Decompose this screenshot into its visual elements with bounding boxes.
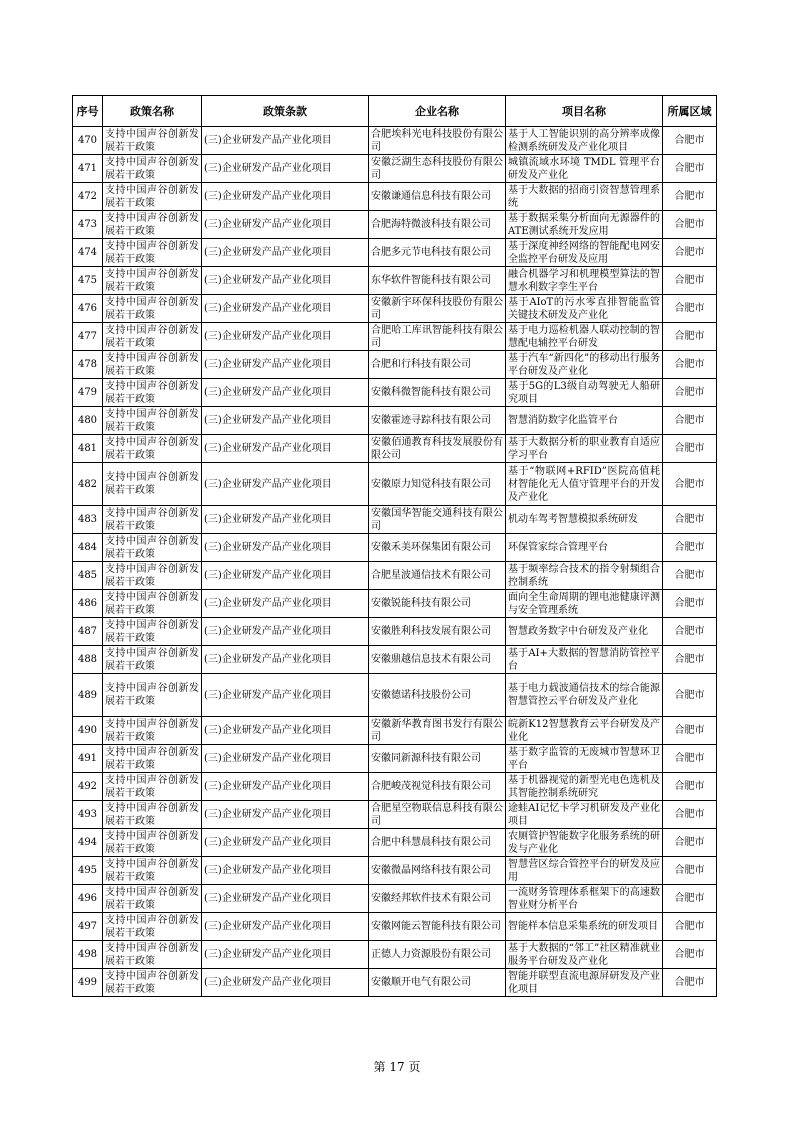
project-name-cell: 基于“物联网+RFID”医院高值耗材智能化无人值守管理平台的开发及产业化 [506, 463, 663, 506]
policy-name-cell: 支持中国声谷创新发展若干政策 [103, 885, 202, 913]
company-name-cell: 合肥海特微波科技有限公司 [369, 211, 506, 239]
region-cell: 合肥市 [663, 183, 717, 211]
policy-clause-cell: (三)企业研发产品产业化项目 [202, 435, 369, 463]
policy-clause-cell: (三)企业研发产品产业化项目 [202, 674, 369, 717]
table-row [73, 351, 717, 379]
policy-name-cell: 支持中国声谷创新发展若干政策 [103, 435, 202, 463]
company-name-cell: 安徽鼎越信息技术有限公司 [369, 646, 506, 674]
region-cell: 合肥市 [663, 127, 717, 155]
row-number-cell: 494 [73, 829, 103, 857]
row-number-cell: 473 [73, 211, 103, 239]
table-row [73, 295, 717, 323]
company-name-cell: 安徽谦通信息科技有限公司 [369, 183, 506, 211]
policy-name-cell: 支持中国声谷创新发展若干政策 [103, 379, 202, 407]
policy-clause-cell: (三)企业研发产品产业化项目 [202, 885, 369, 913]
row-number-cell: 487 [73, 618, 103, 646]
project-name-cell: 环保管家综合管理平台 [506, 534, 663, 562]
region-cell: 合肥市 [663, 506, 717, 534]
policy-clause-cell: (三)企业研发产品产业化项目 [202, 351, 369, 379]
company-name-cell: 安徽同新源科技有限公司 [369, 745, 506, 773]
project-name-cell: 基于数字监管的无废城市智慧环卫平台 [506, 745, 663, 773]
row-number-cell: 499 [73, 969, 103, 997]
region-cell: 合肥市 [663, 379, 717, 407]
policy-clause-cell: (三)企业研发产品产业化项目 [202, 127, 369, 155]
policy-clause-cell: (三)企业研发产品产业化项目 [202, 155, 369, 183]
project-name-cell: 智能样本信息采集系统的研发项目 [506, 913, 663, 941]
policy-name-cell: 支持中国声谷创新发展若干政策 [103, 618, 202, 646]
policy-name-cell: 支持中国声谷创新发展若干政策 [103, 969, 202, 997]
policy-clause-cell: (三)企业研发产品产业化项目 [202, 379, 369, 407]
table-row [73, 646, 717, 674]
company-name-cell: 合肥多元节电科技有限公司 [369, 239, 506, 267]
policy-name-cell: 支持中国声谷创新发展若干政策 [103, 674, 202, 717]
policy-clause-cell: (三)企业研发产品产业化项目 [202, 590, 369, 618]
policy-name-cell: 支持中国声谷创新发展若干政策 [103, 913, 202, 941]
project-name-cell: 基于汽车“新四化”的移动出行服务平台研发及产业化 [506, 351, 663, 379]
policy-name-cell: 支持中国声谷创新发展若干政策 [103, 127, 202, 155]
region-cell: 合肥市 [663, 239, 717, 267]
project-name-cell: 基于人工智能识别的高分辨率成像检测系统研发及产业化项目 [506, 127, 663, 155]
table-row [73, 969, 717, 997]
policy-clause-cell: (三)企业研发产品产业化项目 [202, 745, 369, 773]
company-name-cell: 安徽胜利科技发展有限公司 [369, 618, 506, 646]
region-cell: 合肥市 [663, 590, 717, 618]
region-cell: 合肥市 [663, 155, 717, 183]
region-cell: 合肥市 [663, 435, 717, 463]
policy-name-cell: 支持中国声谷创新发展若干政策 [103, 717, 202, 745]
company-name-cell: 安徽新华教育图书发行有限公司 [369, 717, 506, 745]
header-no: 序号 [73, 96, 103, 127]
company-name-cell: 合肥哈工库讯智能科技有限公司 [369, 323, 506, 351]
table-row [73, 534, 717, 562]
region-cell: 合肥市 [663, 562, 717, 590]
policy-clause-cell: (三)企业研发产品产业化项目 [202, 913, 369, 941]
project-name-cell: 基于大数据的“邻工”社区精准就业服务平台研发及产业化 [506, 941, 663, 969]
row-number-cell: 476 [73, 295, 103, 323]
table-row [73, 463, 717, 506]
policy-name-cell: 支持中国声谷创新发展若干政策 [103, 323, 202, 351]
policy-clause-cell: (三)企业研发产品产业化项目 [202, 941, 369, 969]
company-name-cell: 安徽泛湖生态科技股份有限公司 [369, 155, 506, 183]
region-cell: 合肥市 [663, 267, 717, 295]
table-row [73, 239, 717, 267]
project-name-cell: 基于电力载波通信技术的综合能源智慧管控云平台研发及产业化 [506, 674, 663, 717]
row-number-cell: 489 [73, 674, 103, 717]
region-cell: 合肥市 [663, 829, 717, 857]
row-number-cell: 477 [73, 323, 103, 351]
policy-clause-cell: (三)企业研发产品产业化项目 [202, 534, 369, 562]
row-number-cell: 480 [73, 407, 103, 435]
region-cell: 合肥市 [663, 618, 717, 646]
project-name-cell: 智慧消防数字化监管平台 [506, 407, 663, 435]
policy-name-cell: 支持中国声谷创新发展若干政策 [103, 562, 202, 590]
table-row [73, 407, 717, 435]
table-row [73, 211, 717, 239]
company-name-cell: 安徽霍迹寻踪科技有限公司 [369, 407, 506, 435]
company-name-cell: 安徽原力知觉科技有限公司 [369, 463, 506, 506]
policy-name-cell: 支持中国声谷创新发展若干政策 [103, 155, 202, 183]
company-name-cell: 安徽佰通教育科技发展股份有限公司 [369, 435, 506, 463]
row-number-cell: 491 [73, 745, 103, 773]
table-row [73, 506, 717, 534]
row-number-cell: 490 [73, 717, 103, 745]
row-number-cell: 474 [73, 239, 103, 267]
policy-name-cell: 支持中国声谷创新发展若干政策 [103, 351, 202, 379]
row-number-cell: 479 [73, 379, 103, 407]
policy-clause-cell: (三)企业研发产品产业化项目 [202, 183, 369, 211]
row-number-cell: 498 [73, 941, 103, 969]
header-project: 项目名称 [506, 96, 663, 127]
policy-clause-cell: (三)企业研发产品产业化项目 [202, 211, 369, 239]
policy-name-cell: 支持中国声谷创新发展若干政策 [103, 646, 202, 674]
policy-name-cell: 支持中国声谷创新发展若干政策 [103, 211, 202, 239]
row-number-cell: 495 [73, 857, 103, 885]
company-name-cell: 安徽科微智能科技有限公司 [369, 379, 506, 407]
table-row [73, 773, 717, 801]
project-name-cell: 基于AI+大数据的智慧消防管控平台 [506, 646, 663, 674]
region-cell: 合肥市 [663, 463, 717, 506]
company-name-cell: 安徽网能云智能科技有限公司 [369, 913, 506, 941]
row-number-cell: 470 [73, 127, 103, 155]
policy-name-cell: 支持中国声谷创新发展若干政策 [103, 506, 202, 534]
policy-clause-cell: (三)企业研发产品产业化项目 [202, 829, 369, 857]
policy-name-cell: 支持中国声谷创新发展若干政策 [103, 745, 202, 773]
policy-clause-cell: (三)企业研发产品产业化项目 [202, 717, 369, 745]
region-cell: 合肥市 [663, 646, 717, 674]
row-number-cell: 497 [73, 913, 103, 941]
policy-name-cell: 支持中国声谷创新发展若干政策 [103, 941, 202, 969]
policy-clause-cell: (三)企业研发产品产业化项目 [202, 239, 369, 267]
region-cell: 合肥市 [663, 211, 717, 239]
row-number-cell: 485 [73, 562, 103, 590]
company-name-cell: 正德人力资源股份有限公司 [369, 941, 506, 969]
policy-clause-cell: (三)企业研发产品产业化项目 [202, 506, 369, 534]
region-cell: 合肥市 [663, 773, 717, 801]
policy-name-cell: 支持中国声谷创新发展若干政策 [103, 829, 202, 857]
company-name-cell: 东华软件智能科技有限公司 [369, 267, 506, 295]
table-row [73, 674, 717, 717]
region-cell: 合肥市 [663, 351, 717, 379]
policy-clause-cell: (三)企业研发产品产业化项目 [202, 801, 369, 829]
project-name-cell: 基于AIoT的污水零直排智能监管关键技术研发及产业化 [506, 295, 663, 323]
project-name-cell: 融合机器学习和机理模型算法的智慧水利数字孪生平台 [506, 267, 663, 295]
policy-clause-cell: (三)企业研发产品产业化项目 [202, 295, 369, 323]
policy-table [72, 95, 717, 997]
company-name-cell: 合肥峻茂视觉科技有限公司 [369, 773, 506, 801]
project-name-cell: 机动车驾考智慧模拟系统研发 [506, 506, 663, 534]
company-name-cell: 合肥星空物联信息科技有限公司 [369, 801, 506, 829]
table-row [73, 562, 717, 590]
company-name-cell: 安徽禾美环保集团有限公司 [369, 534, 506, 562]
policy-name-cell: 支持中国声谷创新发展若干政策 [103, 295, 202, 323]
company-name-cell: 合肥和行科技有限公司 [369, 351, 506, 379]
policy-name-cell: 支持中国声谷创新发展若干政策 [103, 463, 202, 506]
company-name-cell: 安徽锐能科技有限公司 [369, 590, 506, 618]
policy-name-cell: 支持中国声谷创新发展若干政策 [103, 773, 202, 801]
row-number-cell: 478 [73, 351, 103, 379]
header-policy: 政策名称 [103, 96, 202, 127]
policy-clause-cell: (三)企业研发产品产业化项目 [202, 562, 369, 590]
region-cell: 合肥市 [663, 323, 717, 351]
policy-name-cell: 支持中国声谷创新发展若干政策 [103, 857, 202, 885]
project-name-cell: 基于大数据分析的职业教育自适应学习平台 [506, 435, 663, 463]
row-number-cell: 472 [73, 183, 103, 211]
row-number-cell: 492 [73, 773, 103, 801]
project-name-cell: 基于深度神经网络的智能配电网安全监控平台研发及应用 [506, 239, 663, 267]
row-number-cell: 496 [73, 885, 103, 913]
table-row [73, 127, 717, 155]
region-cell: 合肥市 [663, 295, 717, 323]
company-name-cell: 安徽微晶网络科技有限公司 [369, 857, 506, 885]
table-row [73, 717, 717, 745]
row-number-cell: 484 [73, 534, 103, 562]
project-name-cell: 基于频率综合技术的指令射频组合控制系统 [506, 562, 663, 590]
table-header-row [73, 96, 717, 127]
project-name-cell: 基于5G的L3级自动驾驶无人船研究项目 [506, 379, 663, 407]
region-cell: 合肥市 [663, 885, 717, 913]
company-name-cell: 安徽德诺科技股份公司 [369, 674, 506, 717]
table-row [73, 267, 717, 295]
policy-name-cell: 支持中国声谷创新发展若干政策 [103, 407, 202, 435]
policy-clause-cell: (三)企业研发产品产业化项目 [202, 773, 369, 801]
company-name-cell: 安徽国华智能交通科技有限公司 [369, 506, 506, 534]
project-name-cell: 城镇流域水环境 TMDL 管理平台研发及产业化 [506, 155, 663, 183]
company-name-cell: 合肥中科慧晨科技有限公司 [369, 829, 506, 857]
region-cell: 合肥市 [663, 745, 717, 773]
project-name-cell: 智慧政务数字中台研发及产业化 [506, 618, 663, 646]
table-row [73, 745, 717, 773]
table-row [73, 590, 717, 618]
policy-name-cell: 支持中国声谷创新发展若干政策 [103, 801, 202, 829]
region-cell: 合肥市 [663, 534, 717, 562]
company-name-cell: 合肥埃科光电科技股份有限公司 [369, 127, 506, 155]
header-region: 所属区域 [663, 96, 717, 127]
company-name-cell: 安徽顺开电气有限公司 [369, 969, 506, 997]
policy-name-cell: 支持中国声谷创新发展若干政策 [103, 239, 202, 267]
policy-clause-cell: (三)企业研发产品产业化项目 [202, 969, 369, 997]
policy-clause-cell: (三)企业研发产品产业化项目 [202, 618, 369, 646]
row-number-cell: 471 [73, 155, 103, 183]
company-name-cell: 合肥星波通信技术有限公司 [369, 562, 506, 590]
project-name-cell: 面向全生命周期的锂电池健康评测与安全管理系统 [506, 590, 663, 618]
region-cell: 合肥市 [663, 969, 717, 997]
region-cell: 合肥市 [663, 717, 717, 745]
header-company: 企业名称 [369, 96, 506, 127]
policy-clause-cell: (三)企业研发产品产业化项目 [202, 407, 369, 435]
table-row [73, 857, 717, 885]
company-name-cell: 安徽经邦软件技术有限公司 [369, 885, 506, 913]
project-name-cell: 一流财务管理体系框架下的高速数智业财分析平台 [506, 885, 663, 913]
policy-clause-cell: (三)企业研发产品产业化项目 [202, 857, 369, 885]
table-row [73, 801, 717, 829]
policy-name-cell: 支持中国声谷创新发展若干政策 [103, 267, 202, 295]
row-number-cell: 493 [73, 801, 103, 829]
row-number-cell: 483 [73, 506, 103, 534]
row-number-cell: 481 [73, 435, 103, 463]
row-number-cell: 475 [73, 267, 103, 295]
project-name-cell: 基于数据采集分析面向无源器件的ATE测试系统开发应用 [506, 211, 663, 239]
region-cell: 合肥市 [663, 407, 717, 435]
project-name-cell: 基于机器视觉的新型光电色选机及其智能控制系统研究 [506, 773, 663, 801]
row-number-cell: 488 [73, 646, 103, 674]
region-cell: 合肥市 [663, 941, 717, 969]
table-row [73, 829, 717, 857]
company-name-cell: 安徽新宇环保科技股份有限公司 [369, 295, 506, 323]
row-number-cell: 482 [73, 463, 103, 506]
row-number-cell: 486 [73, 590, 103, 618]
policy-name-cell: 支持中国声谷创新发展若干政策 [103, 183, 202, 211]
project-name-cell: 农厕管护智能数字化服务系统的研发与产业化 [506, 829, 663, 857]
project-name-cell: 基于电力巡检机器人联动控制的智慧配电辅控平台研发 [506, 323, 663, 351]
project-name-cell: 基于大数据的招商引资智慧管理系统 [506, 183, 663, 211]
region-cell: 合肥市 [663, 801, 717, 829]
table-row [73, 618, 717, 646]
policy-clause-cell: (三)企业研发产品产业化项目 [202, 646, 369, 674]
page-number: 第 17 页 [373, 1060, 421, 1074]
region-cell: 合肥市 [663, 913, 717, 941]
project-name-cell: 途蛙AI记忆卡学习机研发及产业化项目 [506, 801, 663, 829]
table-row [73, 183, 717, 211]
project-name-cell: 皖新K12智慧教育云平台研发及产业化 [506, 717, 663, 745]
header-clause: 政策条款 [202, 96, 369, 127]
table-row [73, 379, 717, 407]
policy-name-cell: 支持中国声谷创新发展若干政策 [103, 534, 202, 562]
table-row [73, 155, 717, 183]
table-body [73, 127, 717, 997]
policy-clause-cell: (三)企业研发产品产业化项目 [202, 323, 369, 351]
region-cell: 合肥市 [663, 857, 717, 885]
project-name-cell: 智慧营区综合管控平台的研发及应用 [506, 857, 663, 885]
policy-clause-cell: (三)企业研发产品产业化项目 [202, 267, 369, 295]
table-row [73, 885, 717, 913]
policy-clause-cell: (三)企业研发产品产业化项目 [202, 463, 369, 506]
table-row [73, 913, 717, 941]
table-row [73, 323, 717, 351]
region-cell: 合肥市 [663, 674, 717, 717]
policy-name-cell: 支持中国声谷创新发展若干政策 [103, 590, 202, 618]
project-name-cell: 智能并联型直流电源屏研发及产业化项目 [506, 969, 663, 997]
table-row [73, 435, 717, 463]
table-row [73, 941, 717, 969]
